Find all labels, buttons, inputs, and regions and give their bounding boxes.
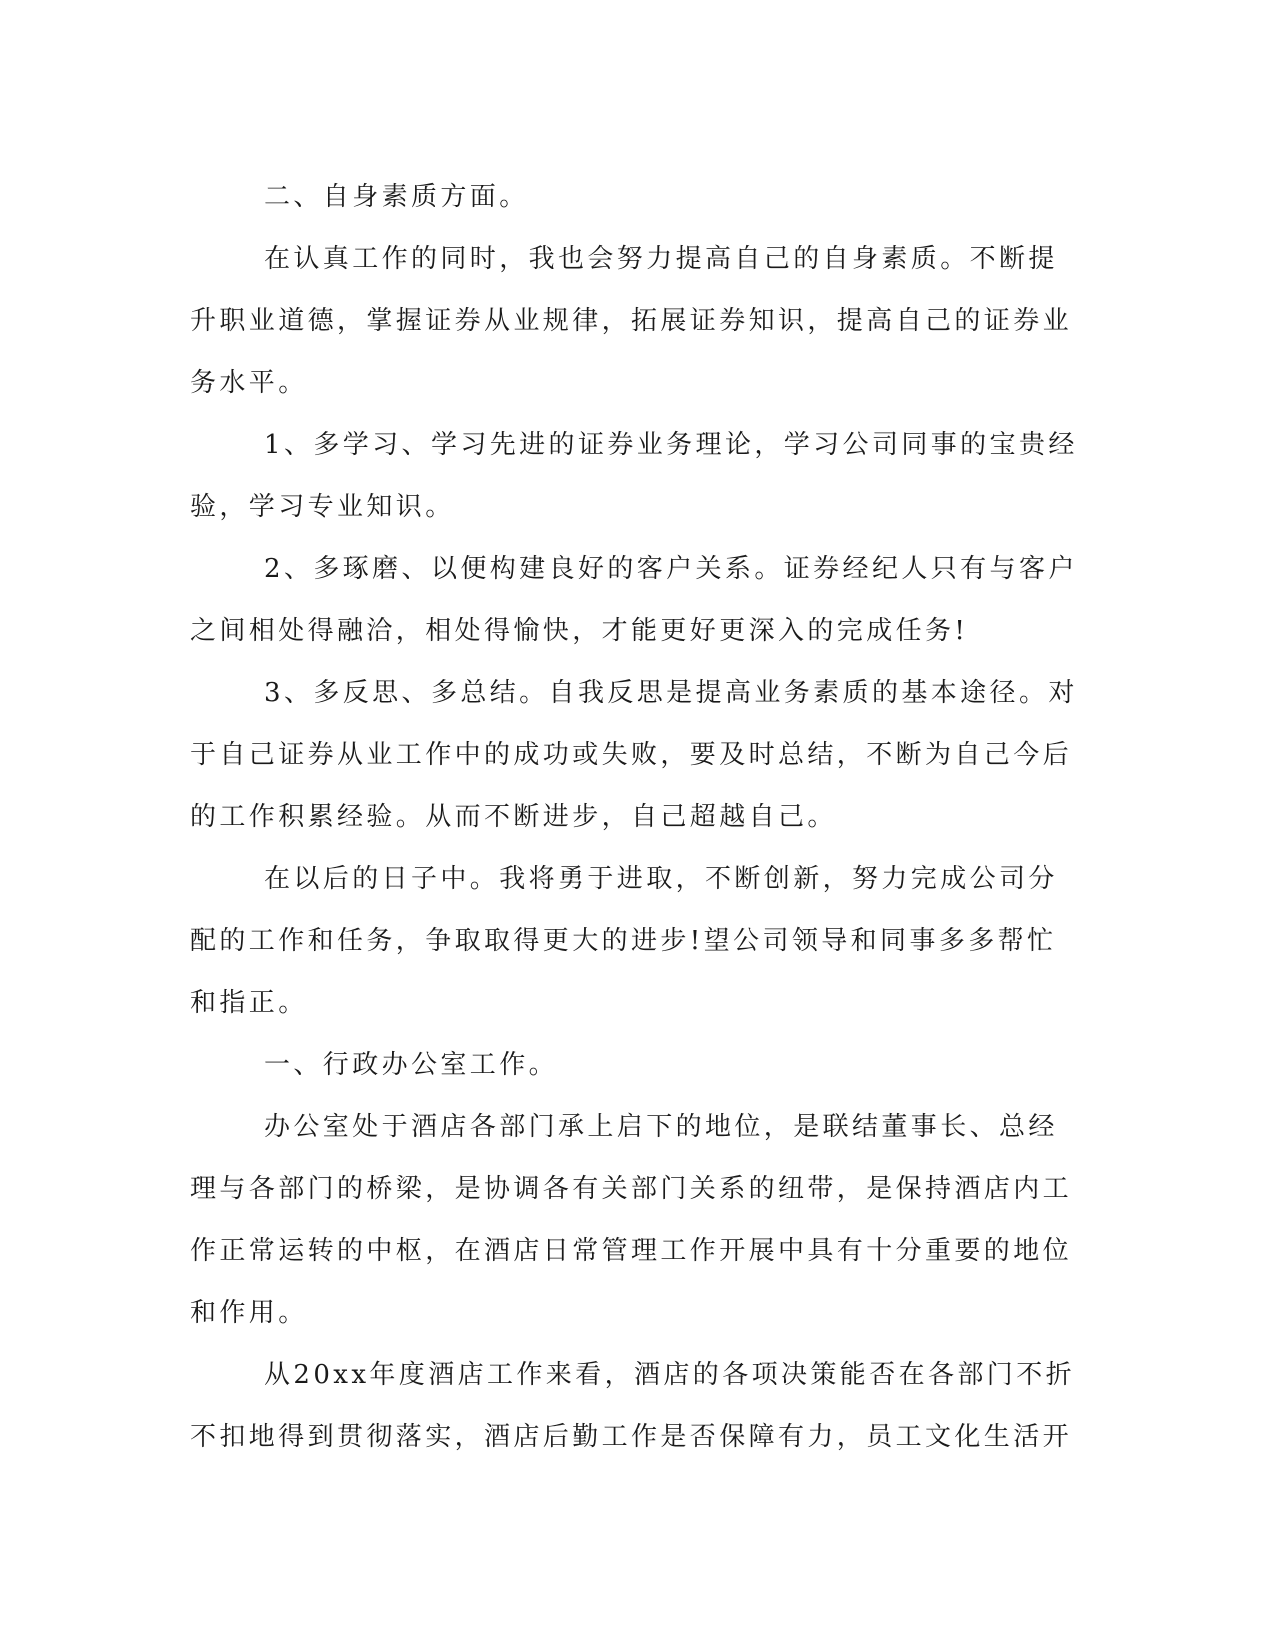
section-heading-self-quality: 二、自身素质方面。 [264,182,529,212]
paragraph-annual-review: 从20xx年度酒店工作来看，酒店的各项决策能否在各部门不折不扣地得到贯彻落实，酒店后勤工作是否保障有力，员工文化生活开 [190,1360,1076,1452]
paragraph-office-role: 办公室处于酒店各部门承上启下的地位，是联结董事长、总经理与各部门的桥梁，是协调各有关部门关系的纽带，是保持酒店内工作正常运转的中枢，在酒店日常管理工作开展中具有十分重要的地位和作用。 [190,1112,1073,1328]
list-item-study: 1、多学习、学习先进的证券业务理论，学习公司同事的宝贵经验，学习专业知识。 [190,430,1078,522]
paragraph-self-quality-intro: 在认真工作的同时，我也会努力提高自己的自身素质。不断提升职业道德，掌握证券从业规律，拓展证券知识，提高自己的证券业务水平。 [190,244,1073,398]
list-item-client-relations: 2、多琢磨、以便构建良好的客户关系。证券经纪人只有与客户之间相处得融洽，相处得愉快，才能更好更深入的完成任务! [190,554,1078,646]
paragraph-future-commitment: 在以后的日子中。我将勇于进取，不断创新，努力完成公司分配的工作和任务，争取取得更大的进步!望公司领导和同事多多帮忙和指正。 [190,864,1058,1018]
section-heading-admin-office: 一、行政办公室工作。 [264,1050,559,1080]
document-body [190,166,1080,1468]
list-item-reflection: 3、多反思、多总结。自我反思是提高业务素质的基本途径。对于自己证券从业工作中的成功或失败，要及时总结，不断为自己今后的工作积累经验。从而不断进步，自己超越自己。 [190,678,1078,832]
